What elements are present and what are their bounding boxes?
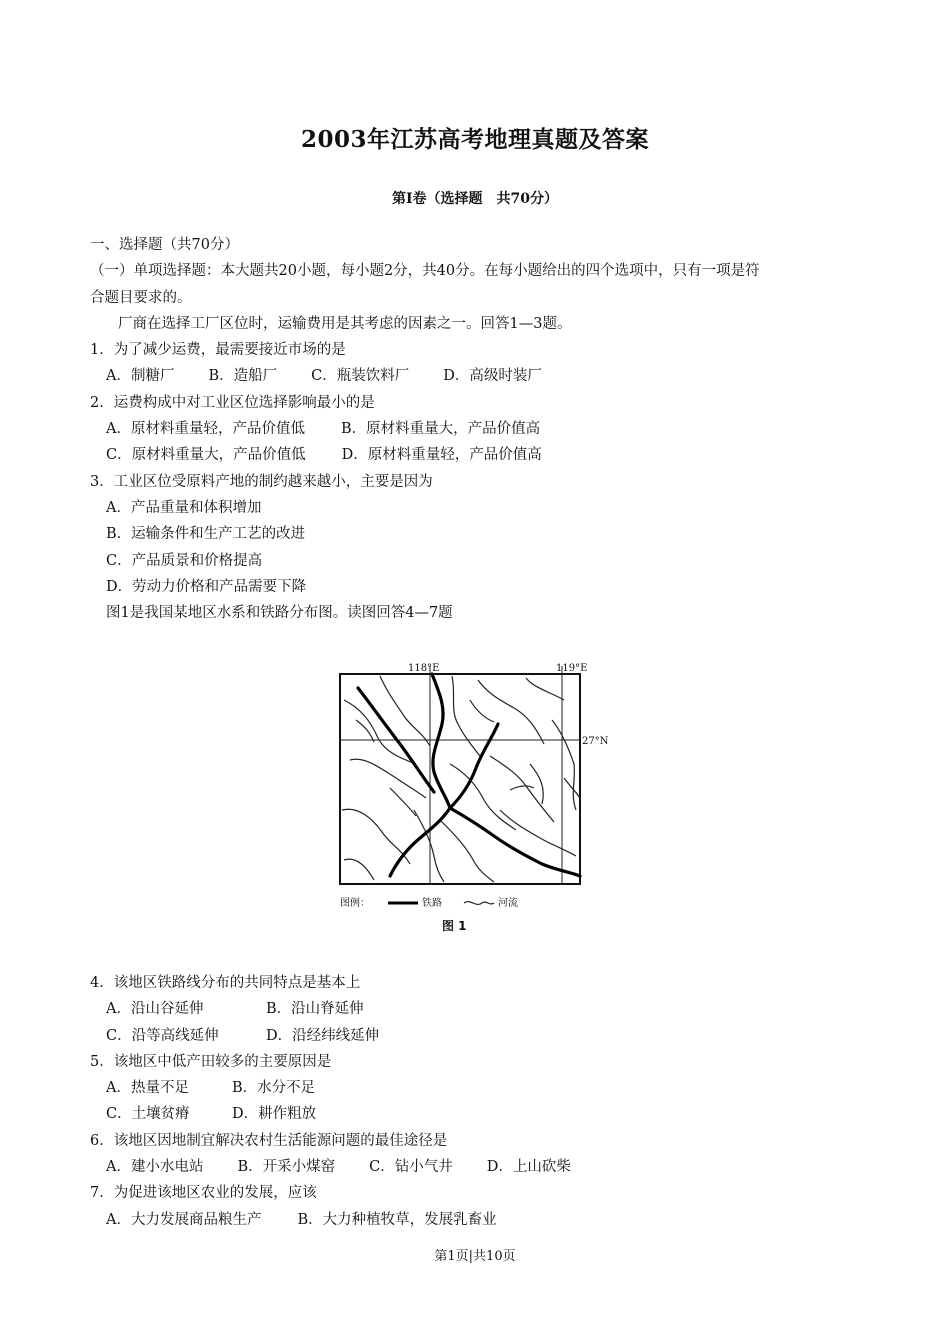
q3-option-c: C．产品质景和价格提高 [106,552,263,569]
legend-river-symbol [464,902,494,905]
q4-option-a: A．沿山谷延伸 [106,1001,204,1018]
railway-4 [390,808,450,876]
river-12 [530,764,543,804]
q5-options-row-1 [90,1075,860,1101]
river-railway-map [330,660,609,936]
q4-option-d: D．沿经纬线延伸 [266,1027,380,1044]
q6-stem: 6．该地区因地制宜解决农村生活能源问题的最佳途径是 [90,1132,448,1149]
railway-3 [450,724,498,808]
q2-options-row-2 [90,442,860,468]
label-27n: 27°N [582,736,609,747]
q6-option-c: C．钻小气井 [369,1159,453,1176]
intro-q1-3: 厂商在选择工厂区位时，运输费用是其考虑的因素之一。回答1—3题。 [118,315,572,332]
q7-option-b: B．大力种植牧草，发展乳畜业 [297,1211,497,1228]
q5-option-b: B．水分不足 [232,1080,316,1097]
q6-option-a: A．建小水电站 [106,1159,204,1176]
intro-q4-7: 图1是我国某地区水系和铁路分布图。读图回答4—7题 [106,605,453,622]
q3-option-a: A．产品重量和体积增加 [106,499,262,516]
river-19 [510,786,534,790]
q2-option-b: B．原材料重量大，产品价值高 [340,421,541,438]
q3-option-d: D．劳动力价格和产品需要下降 [106,578,307,595]
question-block-1 [90,232,860,626]
q7-options [90,1207,860,1233]
river-7 [478,680,544,744]
q2-option-a: A．原材料重量轻，产品价值低 [106,421,305,438]
q5-stem: 5．该地区中低产田较多的主要原因是 [90,1053,332,1070]
q4-options-row-2 [90,1023,860,1049]
q2-option-c: C．原材料重量大，产品价值低 [106,447,306,464]
q1-option-b: B．造船厂 [208,368,278,385]
q5-option-c: C．土壤贫瘠 [106,1106,190,1123]
map-frame [340,674,580,884]
q7-option-a: A．大力发展商品粮生产 [106,1211,262,1228]
q2-option-d: D．原材料重量轻，产品价值高 [341,447,542,464]
q2-stem: 2．运费构成中对工业区位选择影响最小的是 [90,394,375,411]
q6-option-d: D．上山砍柴 [486,1159,571,1176]
river-6 [452,676,480,756]
railway-1 [432,674,450,808]
q7-stem: 7．为促进该地区农业的发展，应该 [90,1185,317,1202]
q1-options [90,363,860,389]
page-footer: 第1页|共10页 [434,1249,516,1264]
q4-option-b: B．沿山脊延伸 [266,1001,364,1018]
river-9 [552,720,576,810]
river-10 [490,756,554,822]
figure-1-map [330,660,609,936]
river-4 [344,859,374,880]
legend-rail-label: 铁路 [422,898,442,909]
legend-river-label: 河流 [498,898,518,909]
river-5 [380,676,430,746]
q1-option-a: A．制糖厂 [106,368,175,385]
q6-options [90,1154,860,1180]
river-17 [356,720,374,742]
legend-prefix: 图例： [340,898,370,909]
instruction-line-2: 合题目要求的。 [90,289,192,306]
section-title: 第Ⅰ卷（选择题 共70分） [391,191,559,207]
river-network [342,676,580,882]
river-1 [344,700,416,764]
label-119e: 119°E [556,663,588,674]
q5-option-d: D．耕作粗放 [232,1106,317,1123]
q2-options-row-1 [90,416,860,442]
river-3 [342,809,410,864]
page-title: 2003年江苏高考地理真题及答案 [300,126,649,153]
q5-options-row-2 [90,1101,860,1127]
figure-caption: 图 1 [442,919,467,933]
river-20 [564,778,580,798]
q3-option-b: B．运输条件和生产工艺的改进 [106,526,306,543]
part-heading: 一、选择题（共70分） [90,237,239,253]
q4-options-row-1 [90,996,860,1022]
railway-5 [450,808,580,876]
question-block-2 [90,970,860,1233]
q1-stem: 1．为了减少运费，最需要接近市场的是 [90,342,346,359]
q5-option-a: A．热量不足 [106,1080,189,1097]
q4-option-c: C．沿等高线延伸 [106,1027,219,1044]
q6-option-b: B．开采小煤窑 [237,1159,336,1176]
q3-stem: 3．工业区位受原料产地的制约越来越小，主要是因为 [90,473,433,490]
q1-option-d: D．高级时装厂 [443,368,542,385]
q4-stem: 4．该地区铁路线分布的共同特点是基本上 [90,975,361,991]
river-16 [390,788,416,816]
instruction-line-1: （一）单项选择题：本大题共20小题，每小题2分，共40分。在每小题给出的四个选项中，只有一项是符 [90,263,760,280]
river-8 [526,678,564,700]
label-118e: 118°E [408,663,440,674]
q1-option-c: C．瓶装饮料厂 [311,368,410,385]
river-18 [470,700,494,722]
